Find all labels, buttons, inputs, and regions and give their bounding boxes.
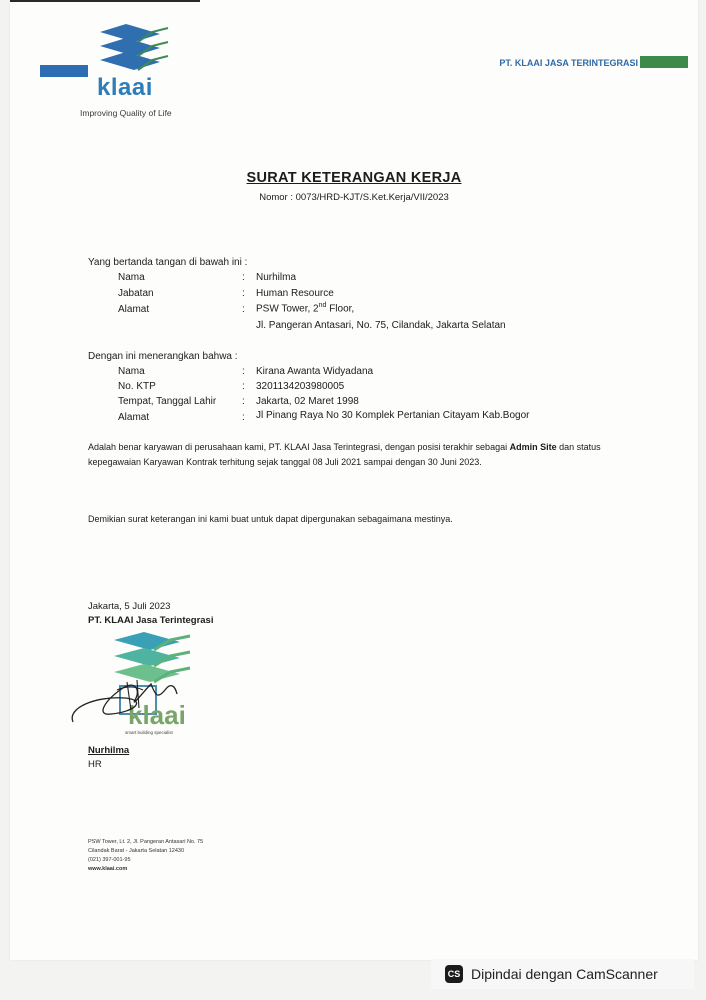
company-header-name: PT. KLAAI JASA TERINTEGRASI <box>499 58 638 68</box>
closing-paragraph: Demikian surat keterangan ini kami buat untuk dapat dipergunakan sebagaimana mestinya. <box>88 514 453 524</box>
colon: : <box>242 381 245 392</box>
letter-page <box>10 0 698 960</box>
footer-address-line2: Cilandak Barat - Jakarta Selatan 12430 <box>88 848 185 854</box>
colon: : <box>242 366 245 377</box>
camscanner-icon: CS <box>445 965 463 983</box>
stamp-tagline: smart building specialist <box>125 730 173 735</box>
signer-name: Nurhilma <box>88 745 130 756</box>
signer-name-value: Nurhilma <box>256 272 297 283</box>
signer-address-label: Alamat <box>118 304 150 315</box>
signer-position-label: Jabatan <box>118 288 154 299</box>
colon: : <box>242 396 245 407</box>
employee-birth-value: Jakarta, 02 Maret 1998 <box>256 396 359 407</box>
statement-intro: Dengan ini menerangkan bahwa : <box>88 351 238 362</box>
employee-ktp-value: 3201134203980005 <box>256 381 345 392</box>
colon: : <box>242 412 245 423</box>
employee-ktp-label: No. KTP <box>118 381 156 392</box>
employee-address-value: Jl Pinang Raya No 30 Komplek Pertanian Citayam Kab.Bogor <box>256 410 530 421</box>
footer-phone: (021) 397-001-95 <box>88 857 131 863</box>
stamp-wordmark: klaai <box>128 700 186 730</box>
company-signoff: PT. KLAAI Jasa Terintegrasi <box>88 615 214 626</box>
signer-address-line2: Jl. Pangeran Antasari, No. 75, Cilandak, Jakarta Selatan <box>256 320 506 331</box>
footer-website: www.klaai.com <box>88 866 128 872</box>
signer-name-label: Nama <box>118 272 145 283</box>
employee-name-label: Nama <box>118 366 145 377</box>
klaai-logo-icon <box>98 24 178 80</box>
camscanner-text: Dipindai dengan CamScanner <box>471 966 658 982</box>
employee-birth-label: Tempat, Tanggal Lahir <box>118 396 217 407</box>
signer-address-line1: PSW Tower, 2nd Floor, <box>256 302 355 315</box>
signer-position-value: Human Resource <box>256 288 334 299</box>
body-paragraph: Adalah benar karyawan di perusahaan kami, PT. KLAAI Jasa Terintegrasi, dengan posisi terakhir sebagai Admin Site dan status kepegawaian Karyawan Kontrak terhitung sejak tanggal 08 Juli 2021 sampai dengan 30 Juni 2023. <box>88 442 601 467</box>
header-green-bar <box>640 56 688 68</box>
logo-wordmark: klaai <box>97 74 153 101</box>
logo-tagline: Improving Quality of Life <box>80 108 172 118</box>
colon: : <box>242 304 245 315</box>
handwritten-signature-icon <box>65 660 195 740</box>
footer-address-line1: PSW Tower, Lt. 2, Jl. Pangeran Antasari No. 75 <box>88 839 204 845</box>
colon: : <box>242 272 245 283</box>
employee-name-value: Kirana Awanta Widyadana <box>256 366 374 377</box>
employee-address-label: Alamat <box>118 412 150 423</box>
signer-title: HR <box>88 759 102 770</box>
colon: : <box>242 288 245 299</box>
header-blue-bar <box>40 65 88 77</box>
camscanner-badge <box>431 959 694 989</box>
letter-title: SURAT KETERANGAN KERJA <box>246 170 462 186</box>
intro-text: Yang bertanda tangan di bawah ini : <box>88 257 248 268</box>
letter-number: Nomor : 0073/HRD-KJT/S.Ket.Kerja/VII/2023 <box>259 192 449 203</box>
place-date: Jakarta, 5 Juli 2023 <box>88 601 171 612</box>
top-edge-line <box>10 0 200 2</box>
